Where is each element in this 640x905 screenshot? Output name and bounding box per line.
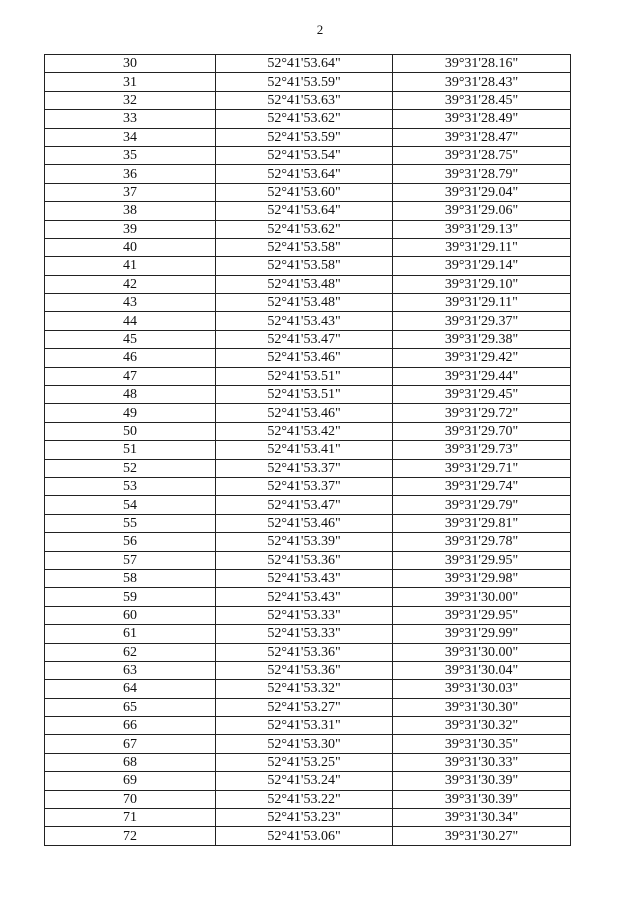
latitude-cell: 52°41'53.37" xyxy=(216,459,393,477)
latitude-cell: 52°41'53.33" xyxy=(216,606,393,624)
table-row xyxy=(45,496,571,514)
latitude-cell: 52°41'53.43" xyxy=(216,569,393,587)
table-row xyxy=(45,717,571,735)
latitude-cell: 52°41'53.46" xyxy=(216,349,393,367)
point-number-cell: 36 xyxy=(45,165,216,183)
longitude-cell: 39°31'29.95" xyxy=(393,606,571,624)
table-row xyxy=(45,55,571,73)
point-number-cell: 33 xyxy=(45,110,216,128)
latitude-cell: 52°41'53.54" xyxy=(216,146,393,164)
table-row xyxy=(45,772,571,790)
longitude-cell: 39°31'29.78" xyxy=(393,533,571,551)
table-row xyxy=(45,680,571,698)
point-number-cell: 57 xyxy=(45,551,216,569)
table-row xyxy=(45,422,571,440)
table-row xyxy=(45,220,571,238)
table-row xyxy=(45,294,571,312)
latitude-cell: 52°41'53.06" xyxy=(216,827,393,845)
latitude-cell: 52°41'53.23" xyxy=(216,809,393,827)
point-number-cell: 35 xyxy=(45,146,216,164)
table-row xyxy=(45,441,571,459)
longitude-cell: 39°31'29.45" xyxy=(393,386,571,404)
latitude-cell: 52°41'53.25" xyxy=(216,753,393,771)
point-number-cell: 42 xyxy=(45,275,216,293)
latitude-cell: 52°41'53.51" xyxy=(216,386,393,404)
point-number-cell: 51 xyxy=(45,441,216,459)
latitude-cell: 52°41'53.36" xyxy=(216,643,393,661)
latitude-cell: 52°41'53.59" xyxy=(216,73,393,91)
table-row xyxy=(45,257,571,275)
table-row xyxy=(45,275,571,293)
longitude-cell: 39°31'30.03" xyxy=(393,680,571,698)
table-row xyxy=(45,533,571,551)
point-number-cell: 54 xyxy=(45,496,216,514)
point-number-cell: 37 xyxy=(45,183,216,201)
point-number-cell: 48 xyxy=(45,386,216,404)
point-number-cell: 52 xyxy=(45,459,216,477)
longitude-cell: 39°31'30.35" xyxy=(393,735,571,753)
latitude-cell: 52°41'53.43" xyxy=(216,312,393,330)
table-row xyxy=(45,661,571,679)
longitude-cell: 39°31'30.00" xyxy=(393,588,571,606)
longitude-cell: 39°31'29.99" xyxy=(393,625,571,643)
latitude-cell: 52°41'53.33" xyxy=(216,625,393,643)
latitude-cell: 52°41'53.59" xyxy=(216,128,393,146)
longitude-cell: 39°31'28.16" xyxy=(393,55,571,73)
point-number-cell: 63 xyxy=(45,661,216,679)
table-row xyxy=(45,790,571,808)
longitude-cell: 39°31'28.45" xyxy=(393,91,571,109)
longitude-cell: 39°31'29.44" xyxy=(393,367,571,385)
table-row xyxy=(45,183,571,201)
latitude-cell: 52°41'53.64" xyxy=(216,202,393,220)
latitude-cell: 52°41'53.36" xyxy=(216,661,393,679)
longitude-cell: 39°31'29.10" xyxy=(393,275,571,293)
table-row xyxy=(45,146,571,164)
latitude-cell: 52°41'53.37" xyxy=(216,477,393,495)
point-number-cell: 62 xyxy=(45,643,216,661)
longitude-cell: 39°31'29.13" xyxy=(393,220,571,238)
table-row xyxy=(45,238,571,256)
longitude-cell: 39°31'29.14" xyxy=(393,257,571,275)
table-row xyxy=(45,514,571,532)
longitude-cell: 39°31'30.30" xyxy=(393,698,571,716)
longitude-cell: 39°31'29.72" xyxy=(393,404,571,422)
table-row xyxy=(45,73,571,91)
point-number-cell: 46 xyxy=(45,349,216,367)
longitude-cell: 39°31'29.37" xyxy=(393,312,571,330)
point-number-cell: 67 xyxy=(45,735,216,753)
table-row xyxy=(45,588,571,606)
longitude-cell: 39°31'29.04" xyxy=(393,183,571,201)
latitude-cell: 52°41'53.58" xyxy=(216,238,393,256)
latitude-cell: 52°41'53.27" xyxy=(216,698,393,716)
point-number-cell: 56 xyxy=(45,533,216,551)
latitude-cell: 52°41'53.62" xyxy=(216,220,393,238)
point-number-cell: 55 xyxy=(45,514,216,532)
point-number-cell: 58 xyxy=(45,569,216,587)
table-row xyxy=(45,202,571,220)
latitude-cell: 52°41'53.30" xyxy=(216,735,393,753)
longitude-cell: 39°31'29.42" xyxy=(393,349,571,367)
point-number-cell: 30 xyxy=(45,55,216,73)
point-number-cell: 65 xyxy=(45,698,216,716)
latitude-cell: 52°41'53.60" xyxy=(216,183,393,201)
latitude-cell: 52°41'53.47" xyxy=(216,330,393,348)
longitude-cell: 39°31'30.27" xyxy=(393,827,571,845)
latitude-cell: 52°41'53.24" xyxy=(216,772,393,790)
table-row xyxy=(45,827,571,845)
latitude-cell: 52°41'53.43" xyxy=(216,588,393,606)
longitude-cell: 39°31'29.81" xyxy=(393,514,571,532)
latitude-cell: 52°41'53.64" xyxy=(216,55,393,73)
table-row xyxy=(45,459,571,477)
latitude-cell: 52°41'53.42" xyxy=(216,422,393,440)
table-row xyxy=(45,551,571,569)
latitude-cell: 52°41'53.22" xyxy=(216,790,393,808)
longitude-cell: 39°31'29.71" xyxy=(393,459,571,477)
longitude-cell: 39°31'28.75" xyxy=(393,146,571,164)
latitude-cell: 52°41'53.63" xyxy=(216,91,393,109)
longitude-cell: 39°31'29.11" xyxy=(393,294,571,312)
longitude-cell: 39°31'30.39" xyxy=(393,772,571,790)
table-row xyxy=(45,569,571,587)
latitude-cell: 52°41'53.48" xyxy=(216,294,393,312)
longitude-cell: 39°31'28.47" xyxy=(393,128,571,146)
point-number-cell: 40 xyxy=(45,238,216,256)
longitude-cell: 39°31'29.38" xyxy=(393,330,571,348)
longitude-cell: 39°31'29.98" xyxy=(393,569,571,587)
point-number-cell: 68 xyxy=(45,753,216,771)
point-number-cell: 38 xyxy=(45,202,216,220)
point-number-cell: 59 xyxy=(45,588,216,606)
table-row xyxy=(45,312,571,330)
latitude-cell: 52°41'53.62" xyxy=(216,110,393,128)
table-row xyxy=(45,386,571,404)
longitude-cell: 39°31'30.00" xyxy=(393,643,571,661)
latitude-cell: 52°41'53.41" xyxy=(216,441,393,459)
point-number-cell: 70 xyxy=(45,790,216,808)
point-number-cell: 64 xyxy=(45,680,216,698)
point-number-cell: 41 xyxy=(45,257,216,275)
longitude-cell: 39°31'28.79" xyxy=(393,165,571,183)
point-number-cell: 34 xyxy=(45,128,216,146)
latitude-cell: 52°41'53.36" xyxy=(216,551,393,569)
point-number-cell: 44 xyxy=(45,312,216,330)
table-row xyxy=(45,367,571,385)
table-row xyxy=(45,753,571,771)
latitude-cell: 52°41'53.51" xyxy=(216,367,393,385)
table-row xyxy=(45,110,571,128)
longitude-cell: 39°31'29.79" xyxy=(393,496,571,514)
point-number-cell: 71 xyxy=(45,809,216,827)
point-number-cell: 49 xyxy=(45,404,216,422)
coordinates-table xyxy=(44,54,571,846)
point-number-cell: 66 xyxy=(45,717,216,735)
longitude-cell: 39°31'30.39" xyxy=(393,790,571,808)
longitude-cell: 39°31'28.43" xyxy=(393,73,571,91)
latitude-cell: 52°41'53.64" xyxy=(216,165,393,183)
point-number-cell: 39 xyxy=(45,220,216,238)
latitude-cell: 52°41'53.39" xyxy=(216,533,393,551)
page-number: 2 xyxy=(316,22,324,37)
point-number-cell: 53 xyxy=(45,477,216,495)
table-row xyxy=(45,735,571,753)
longitude-cell: 39°31'30.04" xyxy=(393,661,571,679)
table-row xyxy=(45,643,571,661)
longitude-cell: 39°31'29.70" xyxy=(393,422,571,440)
longitude-cell: 39°31'29.73" xyxy=(393,441,571,459)
longitude-cell: 39°31'29.74" xyxy=(393,477,571,495)
table-row xyxy=(45,404,571,422)
table-row xyxy=(45,477,571,495)
latitude-cell: 52°41'53.46" xyxy=(216,404,393,422)
point-number-cell: 50 xyxy=(45,422,216,440)
table-row xyxy=(45,606,571,624)
table-row xyxy=(45,128,571,146)
coordinates-table-body xyxy=(45,55,571,846)
table-row xyxy=(45,91,571,109)
latitude-cell: 52°41'53.31" xyxy=(216,717,393,735)
point-number-cell: 72 xyxy=(45,827,216,845)
point-number-cell: 32 xyxy=(45,91,216,109)
point-number-cell: 61 xyxy=(45,625,216,643)
longitude-cell: 39°31'29.11" xyxy=(393,238,571,256)
table-row xyxy=(45,625,571,643)
table-row xyxy=(45,330,571,348)
table-row xyxy=(45,809,571,827)
table-row xyxy=(45,165,571,183)
longitude-cell: 39°31'28.49" xyxy=(393,110,571,128)
latitude-cell: 52°41'53.32" xyxy=(216,680,393,698)
latitude-cell: 52°41'53.46" xyxy=(216,514,393,532)
latitude-cell: 52°41'53.48" xyxy=(216,275,393,293)
point-number-cell: 60 xyxy=(45,606,216,624)
point-number-cell: 31 xyxy=(45,73,216,91)
point-number-cell: 47 xyxy=(45,367,216,385)
point-number-cell: 45 xyxy=(45,330,216,348)
longitude-cell: 39°31'30.33" xyxy=(393,753,571,771)
longitude-cell: 39°31'30.34" xyxy=(393,809,571,827)
longitude-cell: 39°31'29.06" xyxy=(393,202,571,220)
latitude-cell: 52°41'53.58" xyxy=(216,257,393,275)
table-row xyxy=(45,698,571,716)
point-number-cell: 43 xyxy=(45,294,216,312)
latitude-cell: 52°41'53.47" xyxy=(216,496,393,514)
longitude-cell: 39°31'29.95" xyxy=(393,551,571,569)
table-row xyxy=(45,349,571,367)
point-number-cell: 69 xyxy=(45,772,216,790)
longitude-cell: 39°31'30.32" xyxy=(393,717,571,735)
